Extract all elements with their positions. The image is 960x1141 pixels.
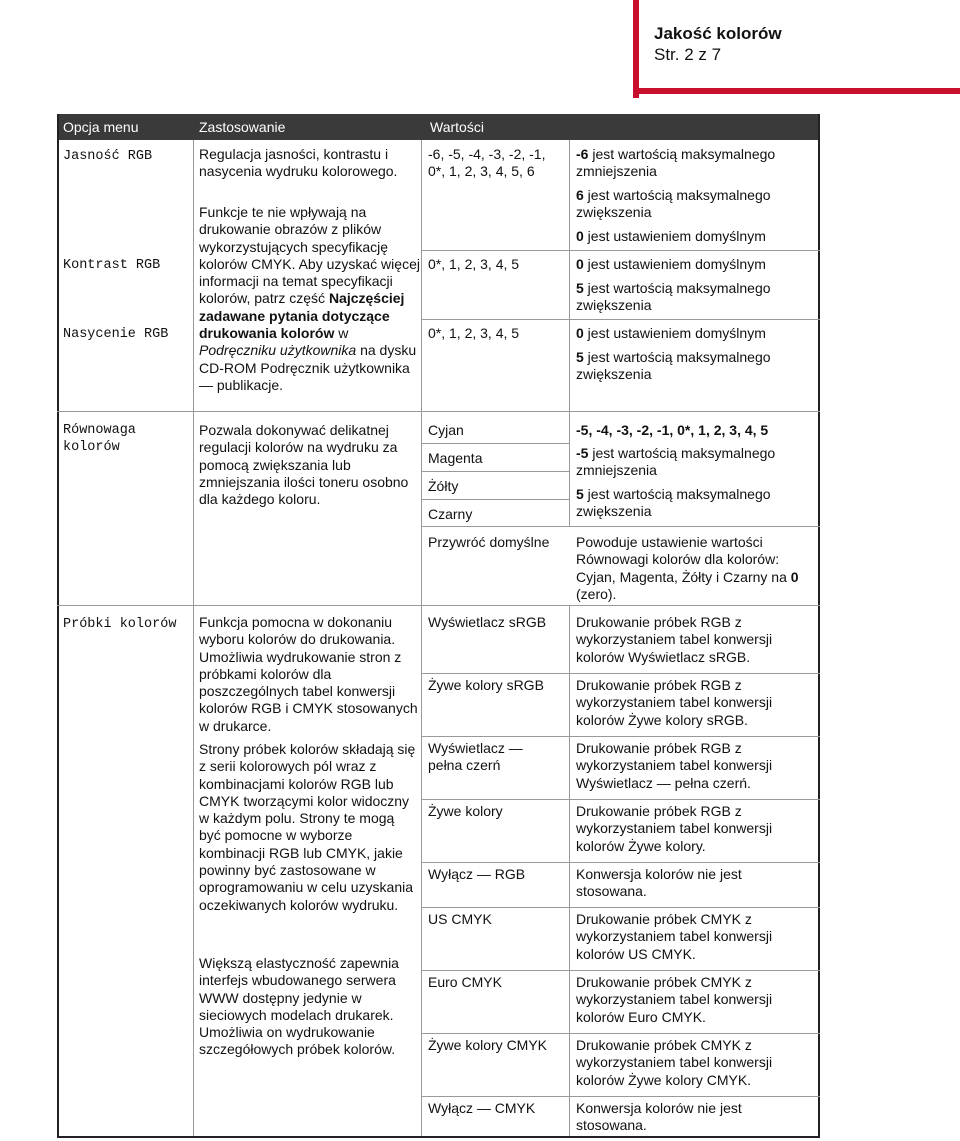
table-header (57, 114, 820, 140)
rownowaga-range: -5, -4, -3, -2, -1, 0*, 1, 2, 3, 4, 5 (576, 422, 769, 438)
divider (421, 319, 820, 320)
settings-table (57, 114, 820, 1138)
divider (421, 673, 820, 674)
page-number: Str. 2 z 7 (654, 45, 722, 64)
divider (421, 471, 569, 472)
divider (421, 250, 820, 251)
page-title: Jakość kolorów (654, 24, 782, 43)
jasnosc-desc-2: 6 jest wartością maksymalnego zwiększenia (576, 187, 771, 221)
nasycenie-desc-2: 5 jest wartością maksymalnego zwiększenia (576, 349, 771, 383)
sample-item-name: Żywe kolory sRGB (428, 677, 544, 693)
kontrast-values: 0*, 1, 2, 3, 4, 5 (428, 256, 520, 272)
sample-item-desc: Konwersja kolorów nie jest stosowana. (576, 1100, 742, 1134)
divider (421, 862, 820, 863)
option-jasnosc-rgb: Jasność RGB (63, 149, 153, 164)
divider (421, 970, 820, 971)
column-header-option: Opcja menu (63, 119, 139, 135)
divider (57, 411, 820, 412)
sample-item-name: Wyświetlacz — pełna czerń (428, 740, 523, 774)
sample-item-desc: Drukowanie próbek RGB z wykorzystaniem tabel konwersji kolorów Żywe kolory. (576, 803, 773, 854)
divider (57, 605, 820, 606)
divider (421, 799, 820, 800)
red-accent-bar-horizontal (633, 88, 960, 94)
sample-item-name: Wyłącz — RGB (428, 866, 526, 882)
reset-default: Przywróć domyślne (428, 534, 550, 550)
sample-item-name: US CMYK (428, 911, 492, 927)
sample-item-desc: Drukowanie próbek CMYK z wykorzystaniem tabel konwersji kolorów US CMYK. (576, 911, 773, 962)
sample-item-name: Wyłącz — CMYK (428, 1100, 536, 1116)
divider (421, 1096, 820, 1097)
color-magenta: Magenta (428, 450, 483, 466)
column-header-usage: Zastosowanie (199, 119, 286, 135)
option-nasycenie-rgb: Nasycenie RGB (63, 327, 169, 342)
column-header-values: Wartości (430, 119, 484, 135)
sample-item-desc: Drukowanie próbek RGB z wykorzystaniem tabel konwersji kolorów Żywe kolory sRGB. (576, 677, 773, 728)
reset-default-desc: Powoduje ustawienie wartości Równowagi kolorów dla kolorów: Cyjan, Magenta, Żółty i Czarny na 0 (zero). (576, 534, 799, 602)
divider (569, 140, 570, 526)
option-rownowaga-kolorow: Równowaga kolorów (63, 423, 136, 456)
divider (421, 736, 820, 737)
sample-item-desc: Drukowanie próbek RGB z wykorzystaniem tabel konwersji kolorów Wyświetlacz sRGB. (576, 614, 773, 665)
jasnosc-desc-3: 0 jest ustawieniem domyślnym (576, 228, 766, 244)
divider (421, 907, 820, 908)
nasycenie-values: 0*, 1, 2, 3, 4, 5 (428, 325, 520, 341)
red-accent-bar-vertical (633, 0, 639, 98)
option-probki-kolorow: Próbki kolorów (63, 617, 177, 632)
kontrast-desc-1: 0 jest ustawieniem domyślnym (576, 256, 766, 272)
kontrast-desc-2: 5 jest wartością maksymalnego zwiększenia (576, 280, 771, 314)
divider (421, 443, 569, 444)
table-border (57, 1136, 820, 1138)
sample-item-name: Żywe kolory (428, 803, 503, 819)
sample-item-name: Żywe kolory CMYK (428, 1037, 548, 1053)
sample-item-name: Euro CMYK (428, 974, 502, 990)
table-border (57, 114, 59, 1138)
probki-usage-p3: Większą elastyczność zapewnia interfejs wbudowanego serwera WWW dostępny jedynie w sieciowych modelach drukarek. Umożliwia on wydrukowanie szczegółowych próbek kolorów. (199, 955, 399, 1058)
rgb-usage-p2: Funkcje te nie wpływają na drukowanie obrazów z plików wykorzystujących specyfikację kolorów CMYK. Aby uzyskać więcej informacji na temat specyfikacji kolorów, patrz część Najczęściej zadawane pytania dotyczące drukowania kolorów w Podręczniku użytkownika na dysku CD-ROM Podręcznik użytkownika — publikacje. (199, 204, 420, 393)
divider (421, 140, 422, 1138)
divider (421, 499, 569, 500)
option-kontrast-rgb: Kontrast RGB (63, 258, 161, 273)
color-czarny: Czarny (428, 506, 473, 522)
jasnosc-values: -6, -5, -4, -3, -2, -1, 0*, 1, 2, 3, 4, 5, 6 (428, 146, 546, 180)
nasycenie-desc-1: 0 jest ustawieniem domyślnym (576, 325, 766, 341)
rownowaga-desc-1: -5 jest wartością maksymalnego zmniejszenia (576, 445, 776, 479)
sample-item-desc: Drukowanie próbek CMYK z wykorzystaniem tabel konwersji kolorów Euro CMYK. (576, 974, 773, 1025)
rownowaga-usage: Pozwala dokonywać delikatnej regulacji kolorów na wydruku za pomocą zwiększania lub zmniejszania ilości toneru osobno dla każdego koloru. (199, 422, 409, 508)
rownowaga-desc-2: 5 jest wartością maksymalnego zwiększenia (576, 486, 771, 520)
probki-usage-p1: Funkcja pomocna w dokonaniu wyboru kolorów do drukowania. Umożliwia wydrukowanie stron z próbkami kolorów dla poszczególnych tabel konwersji kolorów RGB i CMYK stosowanych w drukarce. (199, 614, 418, 734)
color-zolty: Żółty (428, 478, 459, 494)
jasnosc-desc-1: -6 jest wartością maksymalnego zmniejszenia (576, 146, 776, 180)
color-cyjan: Cyjan (428, 422, 464, 438)
table-border (818, 114, 820, 1138)
divider (421, 526, 820, 527)
rgb-usage-p1: Regulacja jasności, kontrastu i nasycenia wydruku kolorowego. (199, 146, 398, 180)
sample-item-desc: Drukowanie próbek RGB z wykorzystaniem tabel konwersji Wyświetlacz — pełna czerń. (576, 740, 773, 791)
divider (569, 605, 570, 1138)
sample-item-name: Wyświetlacz sRGB (428, 614, 547, 630)
divider (193, 140, 194, 1138)
sample-item-desc: Drukowanie próbek CMYK z wykorzystaniem tabel konwersji kolorów Żywe kolory CMYK. (576, 1037, 773, 1088)
divider (421, 1033, 820, 1034)
probki-usage-p2: Strony próbek kolorów składają się z serii kolorowych pól wraz z kombinacjami kolorów RGB lub CMYK tworzącymi kolor widoczny w każdym polu. Strony te mogą być pomocne w wyborze kombinacji RGB lub CMYK, jakie powinny być zastosowane w oprogramowaniu w celu uzyskania oczekiwanych kolorów wydruku. (199, 741, 416, 913)
sample-item-desc: Konwersja kolorów nie jest stosowana. (576, 866, 742, 900)
